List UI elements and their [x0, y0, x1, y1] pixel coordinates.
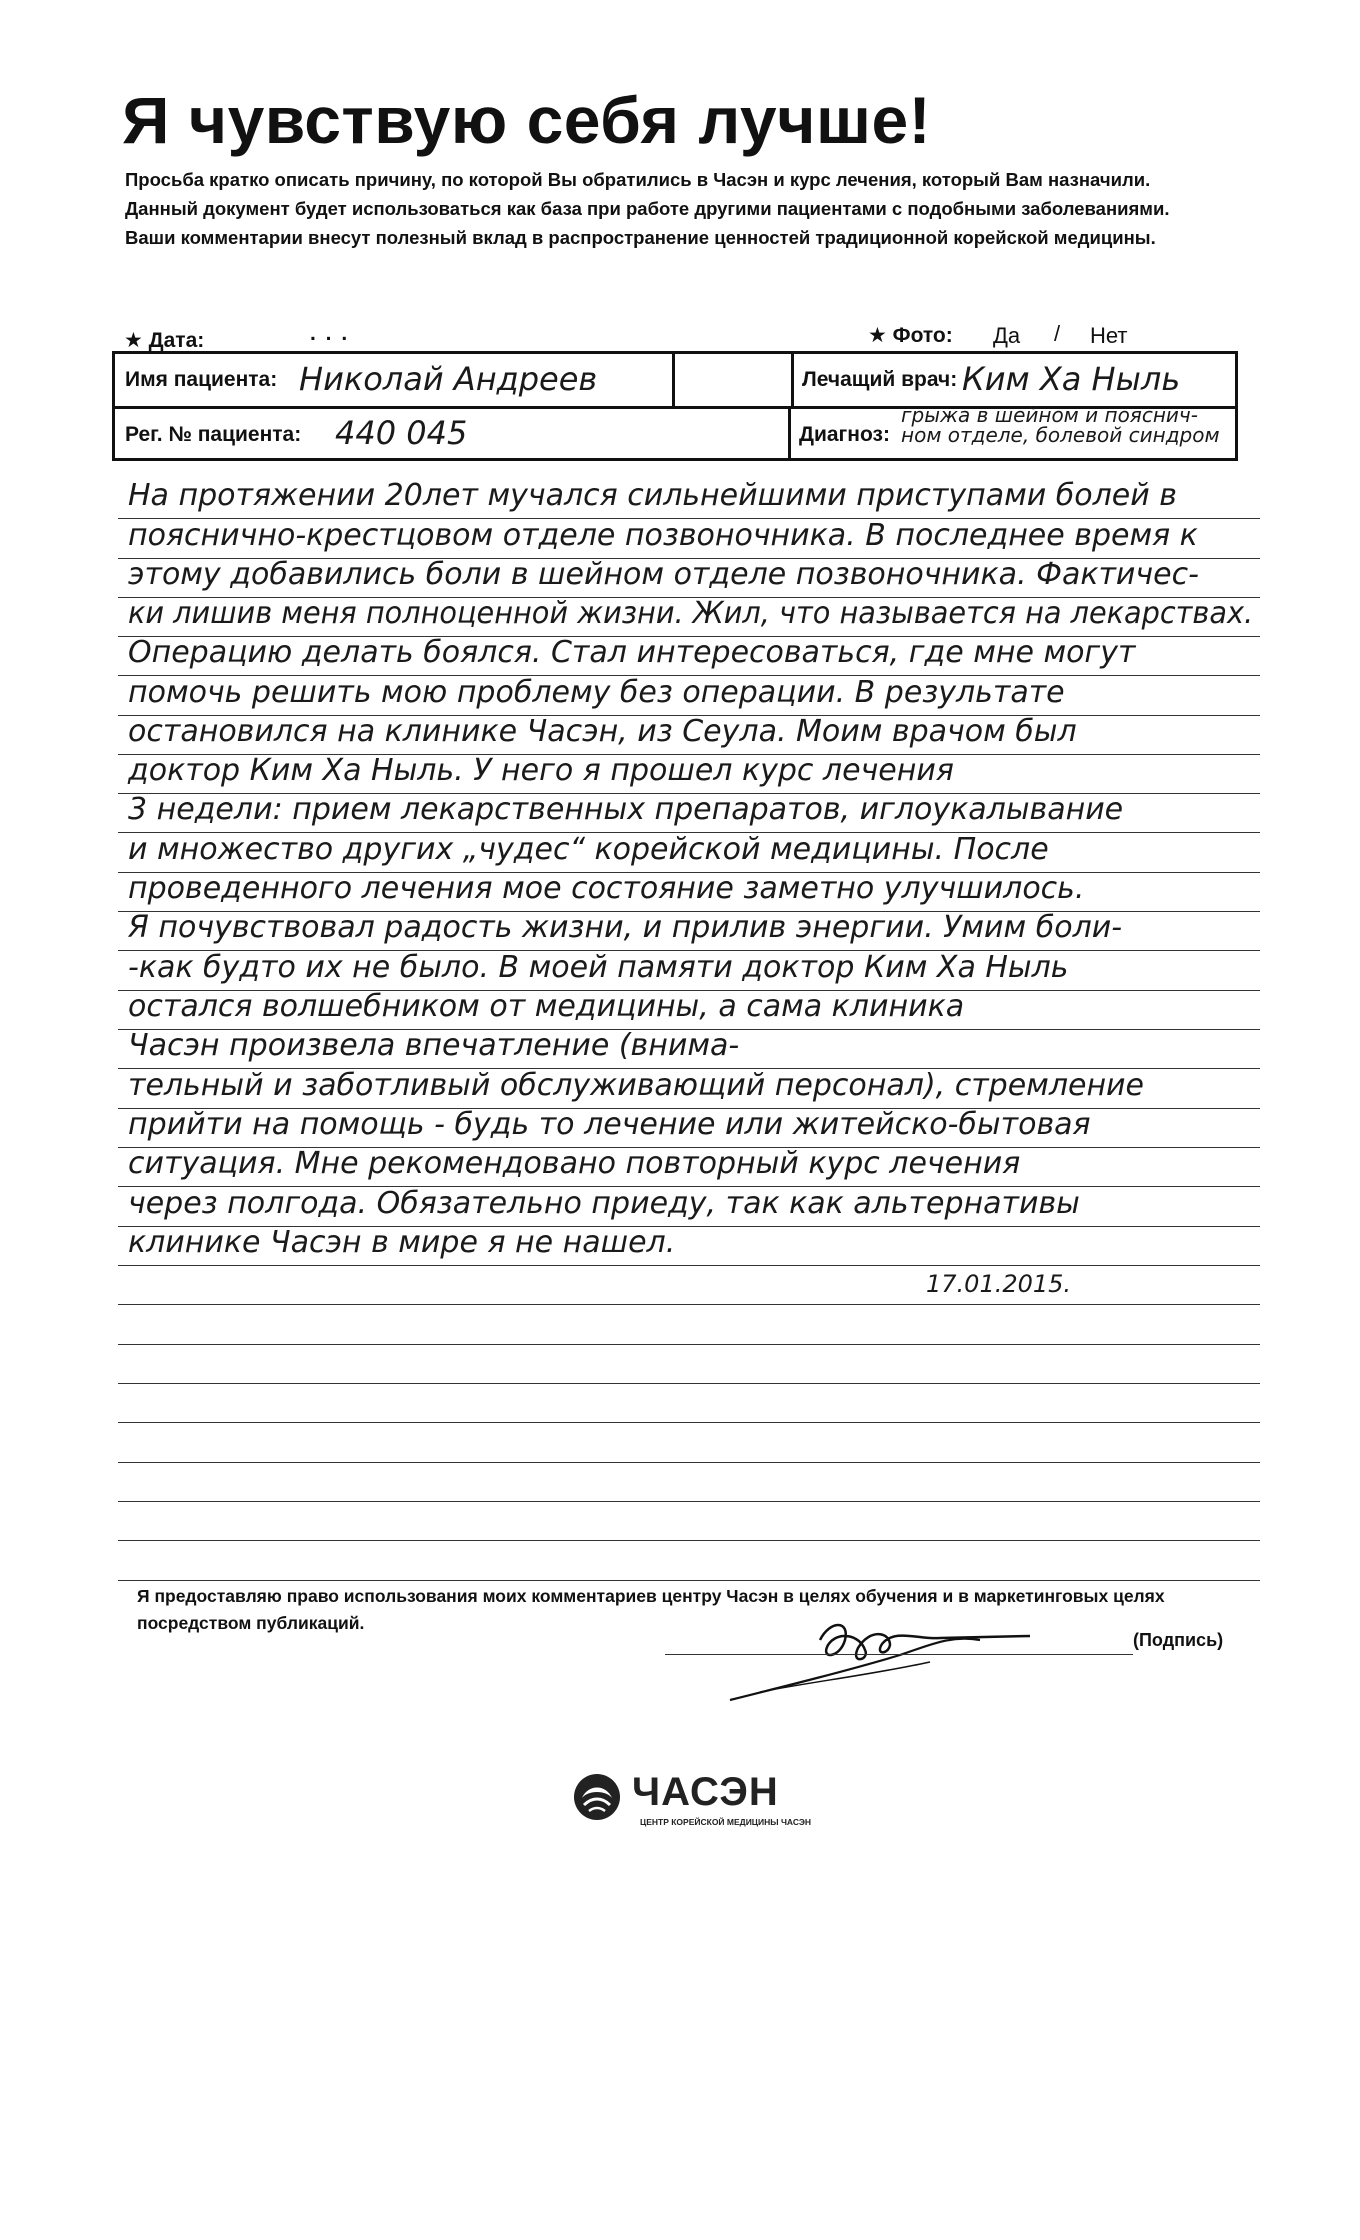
diagnosis-label: Диагноз: — [799, 423, 890, 446]
handwritten-line: На протяжении 20лет мучался сильнейшими приступами болей в — [128, 478, 1177, 513]
diagnosis-cell[interactable] — [791, 403, 1235, 458]
handwritten-line: прийти на помощь - будь то лечение или житейско-бытовая — [128, 1107, 1091, 1142]
reg-number-cell[interactable] — [115, 409, 791, 458]
blank-cell — [675, 354, 791, 409]
logo-name: ЧАСЭН — [632, 1770, 779, 1814]
logo-emblem-icon — [572, 1772, 622, 1822]
handwritten-line: клинике Часэн в мире я не нашел. — [128, 1225, 676, 1260]
handwritten-line: через полгода. Обязательно приеду, так как альтернативы — [128, 1186, 1080, 1221]
signature-label: (Подпись) — [1133, 1630, 1224, 1650]
logo-subtitle: ЦЕНТР КОРЕЙСКОЙ МЕДИЦИНЫ ЧАСЭН — [640, 1817, 812, 1827]
doctor-cell[interactable] — [791, 354, 1235, 409]
ruled-line — [118, 1580, 1260, 1581]
handwritten-line: тельный и заботливый обслуживающий персонал), стремление — [128, 1068, 1145, 1103]
intro-text — [125, 165, 1245, 252]
doctor-value: Ким Ха Ныль — [962, 360, 1181, 398]
ruled-line — [118, 1540, 1260, 1541]
signature-line[interactable] — [665, 1654, 1133, 1655]
consent-line: посредством публикаций. — [137, 1613, 365, 1633]
patient-name-label: Имя пациента: — [125, 368, 278, 391]
handwritten-line: остановился на клинике Часэн, из Сеула. Моим врачом был — [128, 714, 1077, 749]
handwritten-line: проведенного лечения мое состояние заметно улучшилось. — [128, 871, 1085, 906]
intro-line: Данный документ будет использоваться как база при работе другими пациентами с подобными заболеваниями. — [125, 198, 1170, 219]
photo-separator: / — [1054, 321, 1061, 346]
doctor-label: Лечащий врач: — [802, 368, 958, 391]
photo-no-option[interactable]: Нет — [1090, 323, 1128, 348]
consent-line: Я предоставляю право использования моих комментариев центру Часэн в целях обучения и в маркетинговых целях — [137, 1586, 1165, 1606]
handwritten-line: Часэн произвела впечатление (внима- — [128, 1028, 740, 1063]
handwritten-line: -как будто их не было. В моей памяти доктор Ким Ха Ныль — [128, 950, 1069, 985]
ruled-line — [118, 1501, 1260, 1502]
photo-label: ★ Фото: — [868, 324, 953, 347]
ruled-line — [118, 1265, 1260, 1266]
date-field[interactable]: . . . — [310, 322, 350, 345]
written-date: 17.01.2015. — [926, 1270, 1072, 1298]
intro-line: Просьба кратко описать причину, по которой Вы обратились в Часэн и курс лечения, который Вам назначили. — [125, 169, 1151, 190]
intro-line: Ваши комментарии внесут полезный вклад в распространение ценностей традиционной корейской медицины. — [125, 227, 1156, 248]
handwritten-line: Я почувствовал радость жизни, и прилив энергии. Умим боли- — [128, 910, 1123, 945]
ruled-line — [118, 1462, 1260, 1463]
photo-yes-option[interactable]: Да — [993, 323, 1021, 348]
patient-info-table — [112, 351, 1238, 461]
date-label: ★ Дата: — [124, 329, 205, 352]
ruled-line — [118, 1344, 1260, 1345]
diagnosis-value-line: грыжа в шейном и пояснич- — [901, 403, 1198, 427]
reg-number-label: Рег. № пациента: — [125, 423, 302, 446]
page-title: Я чувствую себя лучше! — [122, 83, 932, 157]
reg-number-value: 440 045 — [335, 414, 468, 452]
handwritten-line: ситуация. Мне рекомендовано повторный курс лечения — [128, 1146, 1021, 1181]
handwritten-line: и множество других „чудес“ корейской медицины. После — [128, 832, 1049, 867]
handwritten-line: доктор Ким Ха Ныль. У него я прошел курс лечения — [128, 753, 954, 788]
handwritten-line: остался волшебником от медицины, а сама клиника — [128, 989, 965, 1024]
diagnosis-value-line: ном отделе, болевой синдром — [901, 423, 1220, 447]
patient-name-cell[interactable] — [115, 354, 675, 409]
signature-mark — [700, 1600, 1060, 1710]
handwritten-line: Операцию делать боялся. Стал интересоваться, где мне могут — [128, 635, 1136, 670]
handwritten-line: 3 недели: прием лекарственных препаратов, иглоукалывание — [128, 792, 1124, 827]
handwritten-line: помочь решить мою проблему без операции. В результате — [128, 675, 1065, 710]
ruled-line — [118, 1422, 1260, 1423]
ruled-line — [118, 1304, 1260, 1305]
patient-name-value: Николай Андреев — [299, 360, 598, 398]
handwritten-line: ки лишив меня полноценной жизни. Жил, что называется на лекарствах. — [128, 596, 1254, 631]
handwritten-line: этому добавились боли в шейном отделе позвоночника. Фактичес- — [128, 557, 1199, 592]
handwritten-line: пояснично-крестцовом отделе позвоночника. В последнее время к — [128, 518, 1198, 553]
ruled-line — [118, 1383, 1260, 1384]
